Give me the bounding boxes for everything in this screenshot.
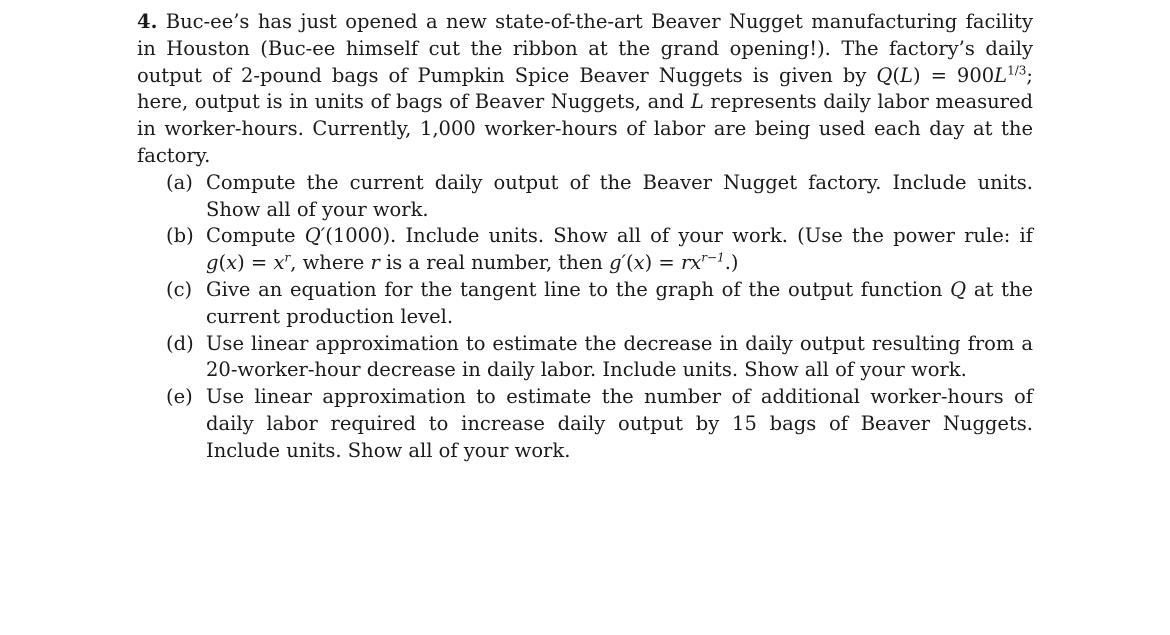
text-run: Compute the current daily output of the Beaver Nugget factory. Include units. Show all of your work. — [206, 170, 1033, 221]
text-run: (1000). Include units. Show all of your work. (Use the power rule: if — [325, 224, 1033, 248]
text-run: ) = 900 — [912, 63, 995, 87]
text-run: ; here, output is in units of bags of Beaver Nuggets, and — [137, 63, 1033, 114]
sub-question-label: (c) — [166, 277, 193, 301]
problem-number: 4. — [137, 10, 158, 33]
sub-question-label: (a) — [166, 170, 193, 194]
sub-question-label: (d) — [166, 331, 194, 355]
sub-question-text — [206, 171, 1033, 221]
sub-question-e — [137, 384, 1033, 464]
exponent: r — [284, 250, 291, 265]
math-symbol: L — [899, 63, 913, 87]
sub-question-label: (b) — [166, 224, 194, 248]
sub-question-text — [206, 278, 1033, 328]
text-run: is a real number, then — [379, 251, 610, 275]
math-symbol: g′ — [609, 251, 626, 275]
math-symbol: r — [370, 251, 380, 275]
text-run: .) — [724, 251, 739, 275]
text-run: ) = — [644, 251, 681, 275]
math-symbol: g — [206, 251, 219, 275]
text-run: Use linear approximation to estimate the decrease in daily output resulting from a 20-worker-hour decrease in daily labor. Include units. Show all of your work. — [206, 331, 1033, 382]
math-symbol: Q — [950, 277, 967, 301]
text-run: Give an equation for the tangent line to the graph of the output function — [206, 277, 951, 301]
math-symbol: Q — [876, 63, 893, 87]
math-symbol: L — [690, 90, 704, 114]
problem-statement — [137, 9, 1033, 170]
sub-question-text — [206, 385, 1033, 462]
problem-4 — [137, 9, 1033, 465]
text-run: ( — [218, 251, 227, 275]
text-run: ) = — [237, 251, 274, 275]
exponent: 1/3 — [1007, 63, 1027, 78]
text-run: ( — [625, 251, 634, 275]
text-run: , where — [290, 251, 371, 275]
sub-question-c — [137, 277, 1033, 331]
text-run: ( — [892, 63, 900, 87]
text-run: represents daily labor measured in worker-hours. Currently, 1,000 worker-hours of labor are being used each day at the factory. — [137, 90, 1033, 167]
math-symbol: L — [994, 63, 1008, 87]
sub-question-b — [137, 223, 1033, 277]
math-symbol: x — [633, 251, 645, 275]
text-run: Use linear approximation to estimate the number of additional worker-hours of daily labor required to increase daily output by 15 bags of Beaver Nuggets. Include units. Show all of your work. — [206, 385, 1033, 462]
sub-question-a — [137, 170, 1033, 224]
sub-question-text — [206, 332, 1033, 382]
text-run: Buc-ee’s has just opened a new state-of-the-art Beaver Nugget manufacturing facility in Houston (Buc-ee himself cut the ribbon at the grand opening!). The factory’s daily output of 2-pound bags of Pumpkin Spice Beaver Nuggets is given by — [137, 10, 1033, 87]
sub-question-d — [137, 331, 1033, 385]
problem-intro-text — [137, 10, 1033, 167]
math-symbol: rx — [680, 251, 702, 275]
math-symbol: x — [226, 251, 238, 275]
math-symbol: x — [273, 251, 285, 275]
sub-question-text — [206, 224, 1033, 274]
math-symbol: Q′ — [304, 224, 326, 248]
sub-question-label: (e) — [166, 385, 193, 409]
sub-question-list — [137, 170, 1033, 465]
exponent: r−1 — [701, 250, 725, 265]
text-run: Compute — [206, 224, 305, 248]
text-run: at the current production level. — [206, 277, 1034, 328]
